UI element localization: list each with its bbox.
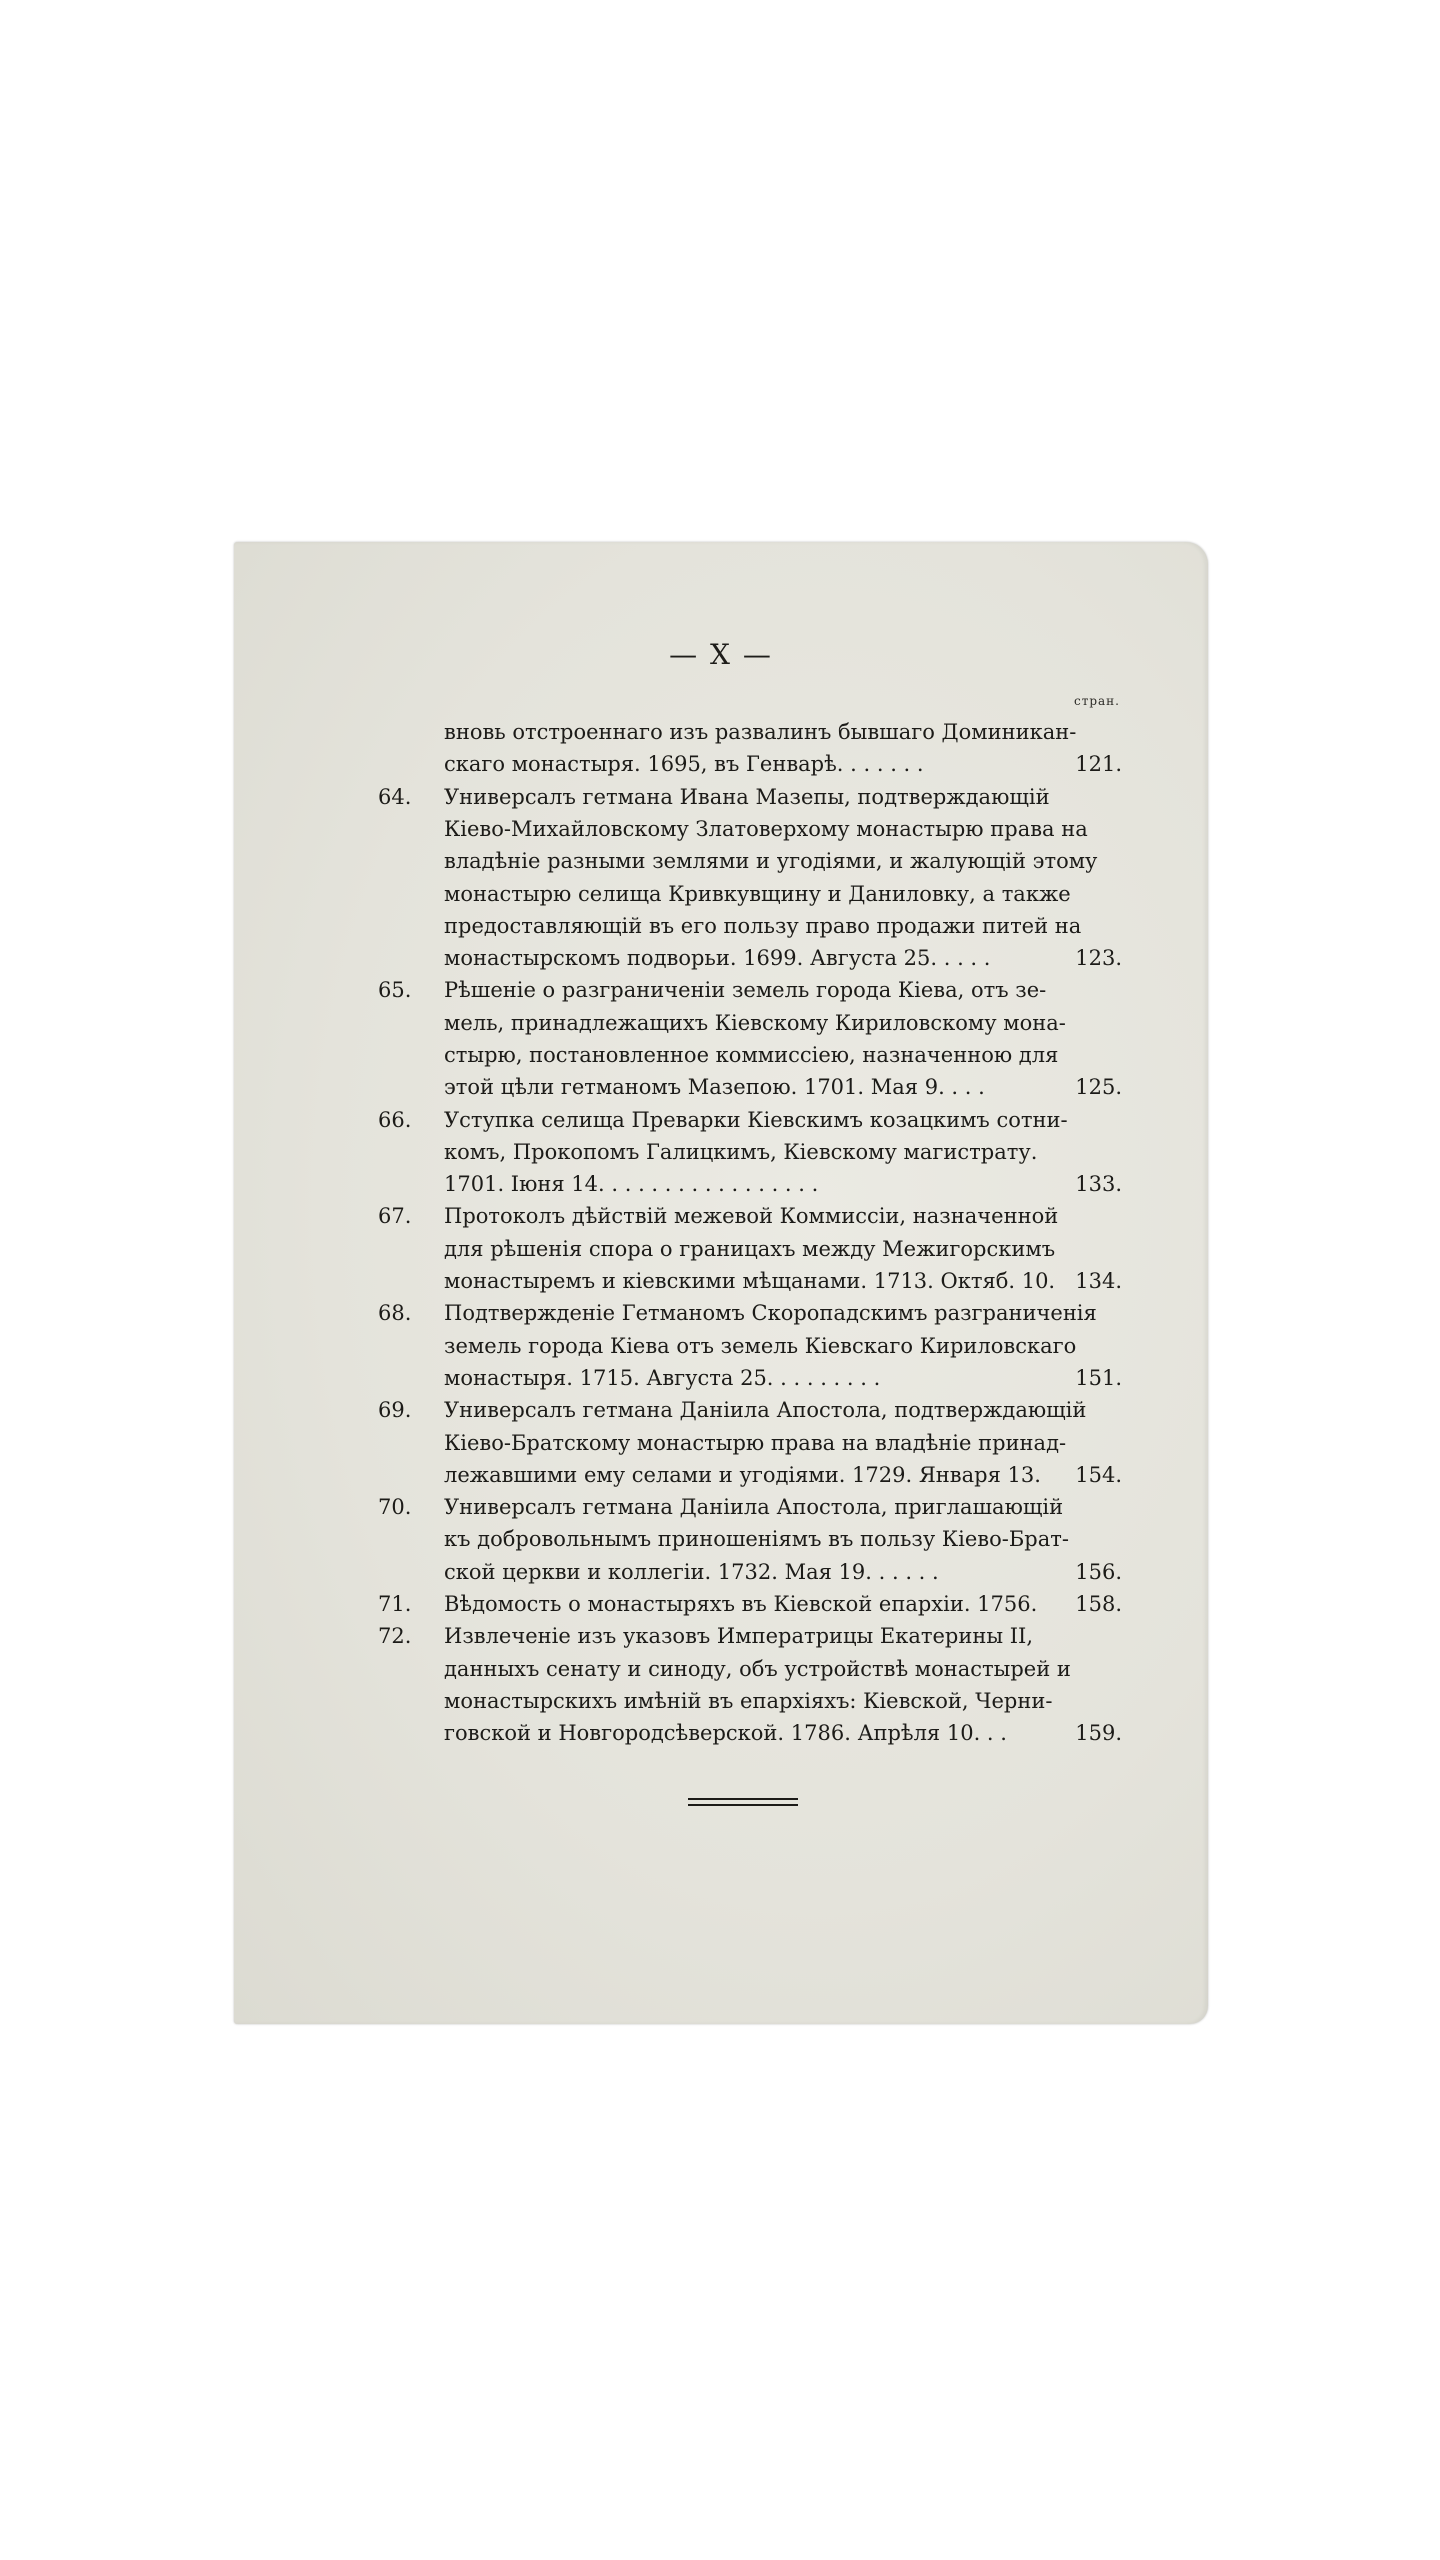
toc-line (234, 1685, 1208, 1717)
toc-line (234, 1556, 1208, 1588)
toc-entry-number: 66. (378, 1108, 412, 1132)
toc-line (234, 716, 1208, 748)
toc-entry-text: Универсалъ гетмана Даніила Апостола, приглашающій (444, 1495, 1064, 1519)
toc-line (234, 1427, 1208, 1459)
toc-entry-text: Вѣдомость о монастыряхъ въ Кіевской епархіи. 1756. (444, 1592, 1038, 1616)
end-rule-bottom (688, 1804, 798, 1806)
toc-line (234, 1104, 1208, 1136)
toc-entry-text: владѣніе разными землями и угодіями, и жалующій этому (444, 849, 1098, 873)
toc-page-number: 121. (1075, 752, 1122, 776)
toc-entry-text: стырю, постановленное коммиссіею, назначенною для (444, 1043, 1059, 1067)
book-page (234, 542, 1208, 2024)
toc-entry-text: монастырскомъ подворьи. 1699. Августа 25. . . . . (444, 946, 991, 970)
toc-line (234, 1588, 1208, 1620)
toc-line (234, 1717, 1208, 1749)
toc-entry-text: вновь отстроеннаго изъ развалинъ бывшаго Доминикан- (444, 720, 1077, 744)
toc-page-number: 156. (1075, 1560, 1122, 1584)
toc-entry-text: Универсалъ гетмана Ивана Мазепы, подтверждающій (444, 785, 1050, 809)
toc-line (234, 1007, 1208, 1039)
toc-line (234, 1394, 1208, 1426)
toc-line (234, 781, 1208, 813)
toc-entry-text: монастыремъ и кіевскими мѣщанами. 1713. Октяб. 10. (444, 1269, 1056, 1293)
toc-page-number: 159. (1075, 1721, 1122, 1745)
toc-page-number: 154. (1075, 1463, 1122, 1487)
toc-entry-text: Уступка селища Преварки Кіевскимъ козацкимъ сотни- (444, 1108, 1068, 1132)
toc-line (234, 813, 1208, 845)
toc-entry-text: мель, принадлежащихъ Кіевскому Кириловскому мона- (444, 1011, 1066, 1035)
toc-line (234, 1265, 1208, 1297)
toc-page-number: 134. (1075, 1269, 1122, 1293)
page-number: — X — (669, 638, 773, 671)
toc-line (234, 1297, 1208, 1329)
toc-entry-text: Извлеченіе изъ указовъ Императрицы Екатерины II, (444, 1624, 1034, 1648)
toc-entry-text: говской и Новгородсѣверской. 1786. Апрѣля 10. . . (444, 1721, 1007, 1745)
toc-line (234, 1459, 1208, 1491)
toc-entry-text: для рѣшенія спора о границахъ между Межигорскимъ (444, 1237, 1056, 1261)
toc-entry-text: Подтвержденіе Гетманомъ Скоропадскимъ разграниченія (444, 1301, 1097, 1325)
toc-entry-text: Кіево-Михайловскому Златоверхому монастырю права на (444, 817, 1088, 841)
toc-entry-text: земель города Кіева отъ земель Кіевскаго Кириловскаго (444, 1334, 1077, 1358)
toc-line (234, 910, 1208, 942)
toc-entry-text: данныхъ сенату и синоду, объ устройствѣ монастырей и (444, 1657, 1071, 1681)
toc-entry-number: 69. (378, 1398, 412, 1422)
toc-entry-text: предоставляющій въ его пользу право продажи питей на (444, 914, 1082, 938)
toc-entry-number: 65. (378, 978, 412, 1002)
toc-line (234, 1071, 1208, 1103)
toc-entry-number: 71. (378, 1592, 412, 1616)
toc-line (234, 1200, 1208, 1232)
toc-entry-number: 72. (378, 1624, 412, 1648)
toc-line (234, 1362, 1208, 1394)
page-column-header: стран. (1073, 694, 1120, 708)
toc-entry-text: монастырскихъ имѣній въ епархіяхъ: Кіевской, Черни- (444, 1689, 1053, 1713)
toc-line (234, 748, 1208, 780)
toc-entry-text: монастырю селища Кривкувщину и Даниловку, а также (444, 882, 1071, 906)
toc-page-number: 133. (1075, 1172, 1122, 1196)
toc-line (234, 1491, 1208, 1523)
toc-entry-text: этой цѣли гетманомъ Мазепою. 1701. Мая 9. . . . (444, 1075, 985, 1099)
toc-line (234, 1653, 1208, 1685)
toc-entry-text: Кіево-Братскому монастырю права на владѣніе принад- (444, 1431, 1067, 1455)
toc-entry-text: скаго монастыря. 1695, въ Генварѣ. . . . . . . (444, 752, 924, 776)
toc-entry-text: ской церкви и коллегіи. 1732. Мая 19. . . . . . (444, 1560, 939, 1584)
toc-page-number: 158. (1075, 1592, 1122, 1616)
toc-entry-number: 68. (378, 1301, 412, 1325)
toc-line (234, 1168, 1208, 1200)
toc-entry-text: къ добровольнымъ приношеніямъ въ пользу Кіево-Брат- (444, 1527, 1069, 1551)
toc-line (234, 1523, 1208, 1555)
toc-line (234, 878, 1208, 910)
toc-entry-text: Универсалъ гетмана Даніила Апостола, подтверждающій (444, 1398, 1087, 1422)
toc-line (234, 974, 1208, 1006)
toc-page-number: 125. (1075, 1075, 1122, 1099)
toc-entry-text: 1701. Іюня 14. . . . . . . . . . . . . . . . . (444, 1172, 819, 1196)
toc-entry-text: лежавшими ему селами и угодіями. 1729. Января 13. (444, 1463, 1041, 1487)
toc-line (234, 845, 1208, 877)
toc-line (234, 1039, 1208, 1071)
toc-line (234, 1330, 1208, 1362)
toc-entry-text: монастыря. 1715. Августа 25. . . . . . . . . (444, 1366, 881, 1390)
toc-entry-number: 67. (378, 1204, 412, 1228)
toc-entry-number: 64. (378, 785, 412, 809)
toc-entry-text: Рѣшеніе о разграниченіи земель города Кіева, отъ зе- (444, 978, 1047, 1002)
toc-line (234, 1620, 1208, 1652)
toc-page-number: 151. (1075, 1366, 1122, 1390)
toc-entry-text: Протоколъ дѣйствій межевой Коммиссіи, назначенной (444, 1204, 1059, 1228)
toc-entry-text: комъ, Прокопомъ Галицкимъ, Кіевскому магистрату. (444, 1140, 1038, 1164)
end-rule-top (688, 1798, 798, 1800)
toc-line (234, 942, 1208, 974)
toc-line (234, 1233, 1208, 1265)
toc-entry-number: 70. (378, 1495, 412, 1519)
toc-line (234, 1136, 1208, 1168)
toc-page-number: 123. (1075, 946, 1122, 970)
